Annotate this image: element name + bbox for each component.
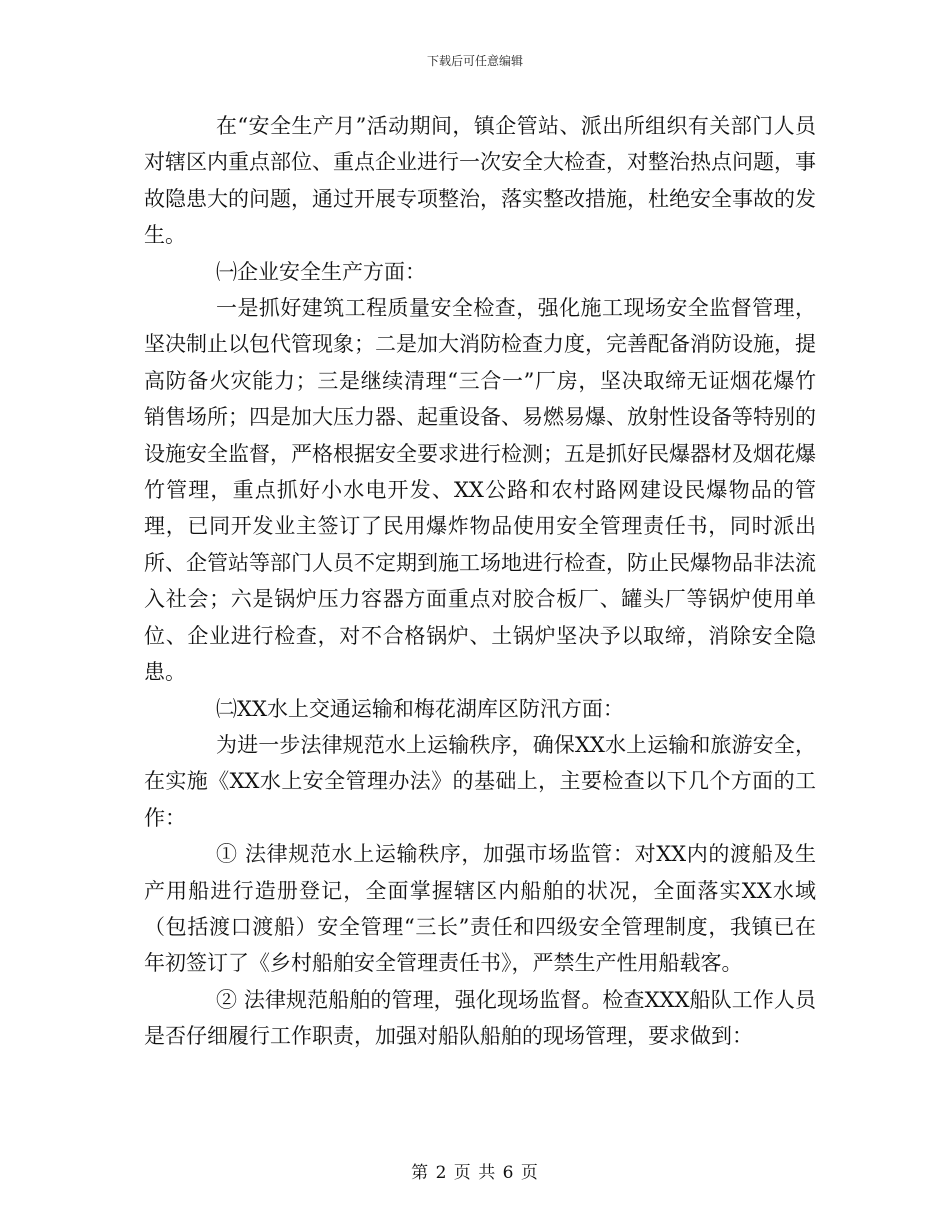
section-heading-water-transport: ㈡XX水上交通运输和梅花湖库区防汛方面： [216, 696, 624, 721]
paragraph-safety-month: 在“安全生产月”活动期间，镇企管站、派出所组织有关部门人员对辖区内重点部位、重点企业进行一次安全大检查，对整治热点问题，事故隐患大的问题，通过开展专项整治，落实整改措施，杜绝安全事故的发生。 [144, 114, 816, 248]
paragraph-enterprise-measures: 一是抓好建筑工程质量安全检查，强化施工现场安全监督管理，坚决制止以包代管现象；二是加大消防检查力度，完善配备消防设施，提高防备火灾能力；三是继续清理“三合一”厂房，坚决取缔无证烟花爆竹销售场所；四是加大压力器、起重设备、易燃易爆、放射性设备等特别的设施安全监督，严格根据安全要求进行检测；五是抓好民爆器材及烟花爆竹管理，重点抓好小水电开发、XX公路和农村路网建设民爆物品的管理，已同开发业主签订了民用爆炸物品使用安全管理责任书，同时派出所、企管站等部门人员不定期到施工场地进行检查，防止民爆物品非法流入社会；六是锅炉压力容器方面重点对胶合板厂、罐头厂等锅炉使用单位、企业进行检查，对不合格锅炉、土锅炉坚决予以取缔，消除安全隐患。 [144, 296, 816, 685]
page-number: 第 2 页 共 6 页 [411, 1163, 539, 1183]
paragraph-water-transport-intro: 为进一步法律规范水上运输秩序，确保XX水上运输和旅游安全，在实施《XX水上安全管理办法》的基础上，主要检查以下几个方面的工作： [144, 732, 816, 830]
paragraph-item-2: ② 法律规范船舶的管理，强化现场监督。检查XXX船队工作人员是否仔细履行工作职责，加强对船队船舶的现场管理，要求做到： [144, 987, 816, 1049]
section-heading-enterprise-safety: ㈠企业安全生产方面： [216, 259, 426, 284]
paragraph-item-1: ① 法律规范水上运输秩序，加强市场监管：对XX内的渡船及生产用船进行造册登记，全面掌握辖区内船舶的状况，全面落实XX水域（包括渡口渡船）安全管理“三长”责任和四级安全管理制度，我镇已在年初签订了《乡村船舶安全管理责任书》，严禁生产性用船载客。 [144, 842, 816, 976]
document-body [144, 108, 816, 1055]
page-header: 下载后可任意编辑 [426, 54, 523, 68]
